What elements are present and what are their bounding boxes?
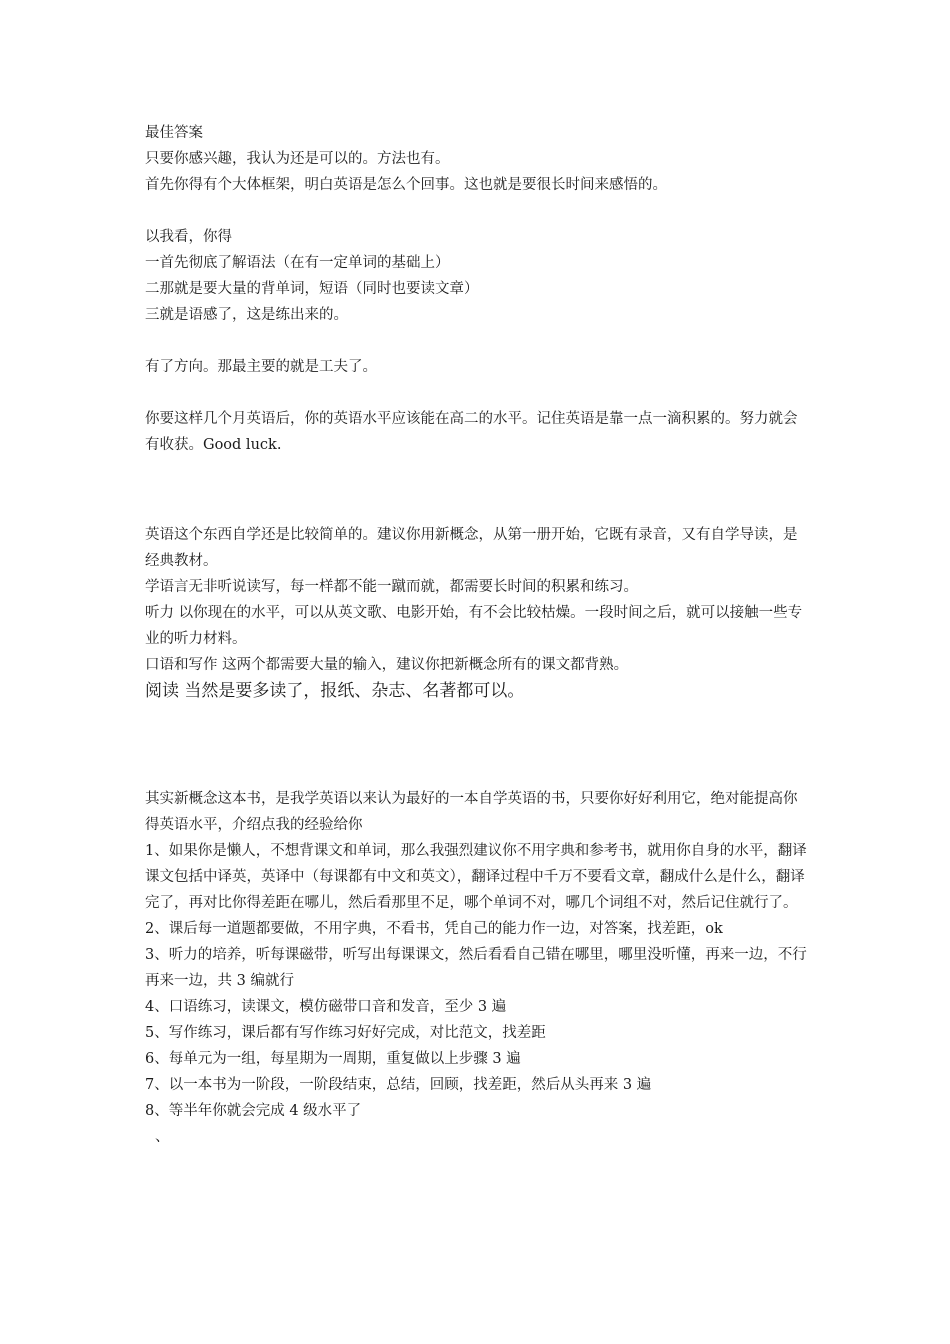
paragraph: 只要你感兴趣，我认为还是可以的。方法也有。 xyxy=(145,151,450,167)
paragraph: 口语和写作 这两个都需要大量的输入，建议你把新概念所有的课文都背熟。 xyxy=(145,657,629,673)
paragraph: 以我看，你得 xyxy=(145,229,232,245)
paragraph: 你要这样几个月英语后，你的英语水平应该能在高二的水平。记住英语是靠一点一滴积累的。努力就会有收获。Good luck. xyxy=(145,411,798,453)
trailing-mark: 、 xyxy=(155,1129,170,1145)
paragraph: 学语言无非听说读写，每一样都不能一蹴而就，都需要长时间的积累和练习。 xyxy=(145,579,638,595)
paragraph: 英语这个东西自学还是比较简单的。建议你用新概念，从第一册开始，它既有录音，又有自学导读，是经典教材。 xyxy=(145,527,798,569)
paragraph: 其实新概念这本书，是我学英语以来认为最好的一本自学英语的书，只要你好好利用它，绝对能提高你得英语水平，介绍点我的经验给你 xyxy=(145,791,798,833)
paragraph: 有了方向。那最主要的就是工夫了。 xyxy=(145,359,377,375)
spacer xyxy=(145,458,810,522)
list-item: 二那就是要大量的背单词，短语（同时也要读文章） xyxy=(145,281,479,297)
list-item: 2、课后每一道题都要做，不用字典，不看书，凭自己的能力作一边，对答案，找差距，ok xyxy=(145,921,723,937)
list-item: 4、口语练习，读课文，模仿磁带口音和发音，至少 3 遍 xyxy=(145,999,507,1015)
paragraph: 听力 以你现在的水平，可以从英文歌、电影开始，有不会比较枯燥。一段时间之后，就可以接触一些专业的听力材料。 xyxy=(145,605,803,647)
spacer xyxy=(145,328,810,354)
list-item: 3、听力的培养，听每课磁带，听写出每课课文，然后看看自己错在哪里，哪里没听懂，再来一边，不行再来一边，共 3 编就行 xyxy=(145,947,807,989)
document-body xyxy=(145,120,810,1150)
list-item: 7、以一本书为一阶段，一阶段结束，总结，回顾，找差距，然后从头再来 3 遍 xyxy=(145,1077,652,1093)
list-item: 5、写作练习，课后都有写作练习好好完成，对比范文，找差距 xyxy=(145,1025,546,1041)
section-title: 最佳答案 xyxy=(145,125,203,141)
list-item: 1、如果你是懒人，不想背课文和单词，那么我强烈建议你不用字典和参考书，就用你自身的水平，翻译课文包括中译英，英译中（每课都有中文和英文），翻译过程中千万不要看文章，翻成什么是什么，翻译完了，再对比你得差距在哪儿，然后看那里不足，哪个单词不对，哪几个词组不对，然后记住就行了。 xyxy=(145,843,807,911)
list-item: 三就是语感了，这是练出来的。 xyxy=(145,307,348,323)
spacer xyxy=(145,380,810,406)
paragraph-reading: 阅读 当然是要多读了，报纸、杂志、名著都可以。 xyxy=(145,681,525,701)
list-item: 一首先彻底了解语法（在有一定单词的基础上） xyxy=(145,255,450,271)
spacer xyxy=(145,198,810,224)
spacer xyxy=(145,704,810,786)
paragraph: 首先你得有个大体框架，明白英语是怎么个回事。这也就是要很长时间来感悟的。 xyxy=(145,177,667,193)
list-item: 8、等半年你就会完成 4 级水平了 xyxy=(145,1103,362,1119)
list-item: 6、每单元为一组，每星期为一周期，重复做以上步骤 3 遍 xyxy=(145,1051,521,1067)
